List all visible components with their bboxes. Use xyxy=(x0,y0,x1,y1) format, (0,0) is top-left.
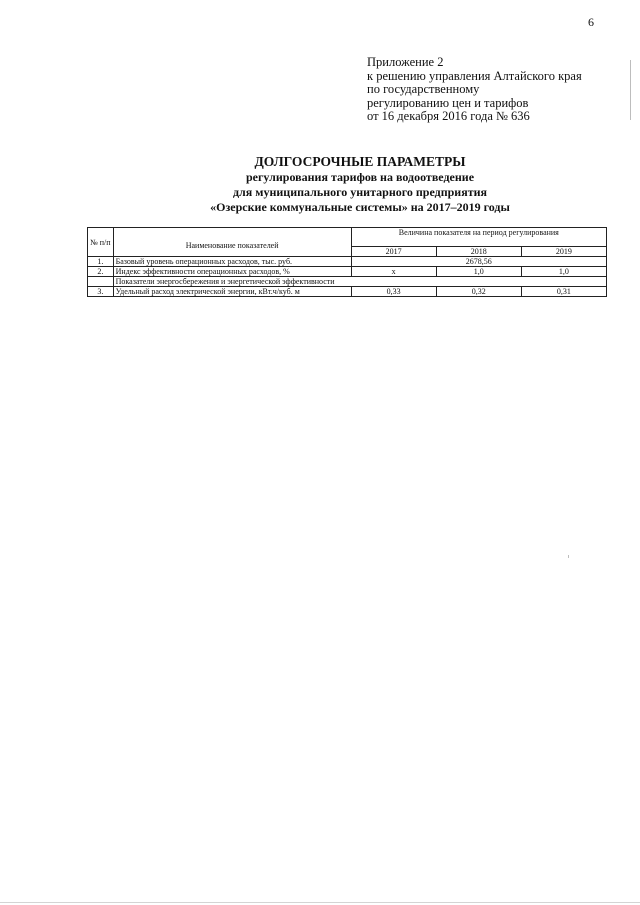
table-row xyxy=(88,287,607,297)
page-number: 6 xyxy=(588,15,594,29)
header-value-group: Величина показателя на период регулирования xyxy=(351,228,606,247)
table-section-row xyxy=(88,277,607,287)
title-subline: «Озерские коммунальные системы» на 2017–2019 годы xyxy=(210,200,510,214)
parameters-table xyxy=(87,227,607,297)
row-value: 0,31 xyxy=(521,287,606,297)
title-main: ДОЛГОСРОЧНЫЕ ПАРАМЕТРЫ xyxy=(254,154,466,169)
appendix-line: по государственному xyxy=(367,82,480,97)
header-year: 2018 xyxy=(436,247,521,257)
appendix-line: к решению управления Алтайского края xyxy=(367,68,582,83)
appendix-line: от 16 декабря 2016 года № 636 xyxy=(367,109,530,124)
row-name: Базовый уровень операционных расходов, тыс. руб. xyxy=(113,257,351,267)
title-subline: регулирования тарифов на водоотведение xyxy=(245,170,475,184)
scan-bottom-edge xyxy=(0,902,640,903)
scan-edge-mark xyxy=(630,60,631,120)
row-num: 2. xyxy=(88,267,114,277)
row-value: х xyxy=(351,267,436,277)
row-name: Индекс эффективности операционных расходов, % xyxy=(113,267,351,277)
row-num-empty xyxy=(88,277,114,287)
document-title xyxy=(160,154,560,215)
header-num: № п/п xyxy=(88,228,114,257)
header-name: Наименование показателей xyxy=(113,228,351,257)
section-title: Показатели энергосбережения и энергетической эффективности xyxy=(113,277,606,287)
row-value: 0,32 xyxy=(436,287,521,297)
appendix-reference xyxy=(367,56,582,124)
row-value: 1,0 xyxy=(521,267,606,277)
title-subline: для муниципального унитарного предприятия xyxy=(232,185,487,199)
table-row xyxy=(88,267,607,277)
row-value: 0,33 xyxy=(351,287,436,297)
scan-dust-mark xyxy=(568,555,569,558)
row-value: 1,0 xyxy=(436,267,521,277)
row-num: 1. xyxy=(88,257,114,267)
table-row xyxy=(88,257,607,267)
appendix-line: регулированию цен и тарифов xyxy=(367,95,529,110)
table-header-row xyxy=(88,228,607,247)
row-merged-value: 2678,56 xyxy=(351,257,606,267)
row-num: 3. xyxy=(88,287,114,297)
header-year: 2019 xyxy=(521,247,606,257)
row-name: Удельный расход электрической энергии, кВт.ч/куб. м xyxy=(113,287,351,297)
appendix-line: Приложение 2 xyxy=(367,55,444,69)
header-year: 2017 xyxy=(351,247,436,257)
